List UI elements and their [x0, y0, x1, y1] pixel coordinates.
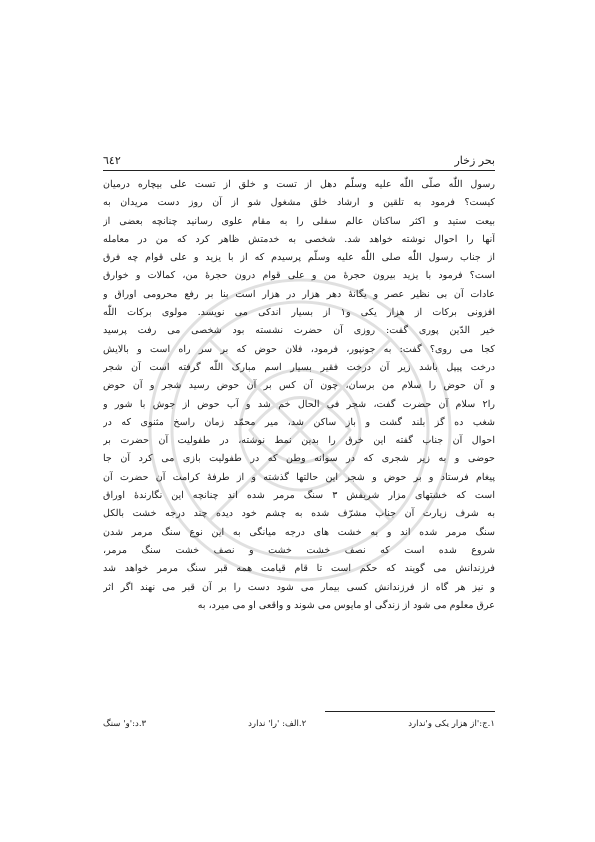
- body-line: عرق معلوم می شود از زندگی او مایوس می شوند و واقعی او می میرد، به: [197, 599, 495, 611]
- footnote-item: ۲.الف: 'را' ندارد: [248, 719, 307, 729]
- footnote-item: ۳.د:'و' سنگ: [103, 719, 147, 729]
- body-line: آنها را احوال نوشته خواهد شد. شخصی به خدمتش ظاهر کرد که من در معامله: [103, 233, 495, 245]
- body-line: افزونی برکات از هزار یکی و۱ از بسیار اندکی می نویسد. مولوی برکات اللّٰه: [103, 307, 495, 319]
- body-line: شغب ده گز بلند گشت و باز ساکن شد، میر محمّد زمان راسخ مثنوی که در: [103, 416, 495, 428]
- body-line: سنگ مرمر شده اند و به خشت های درجه میانگی به این نوع سنگ مرمر شدن: [103, 526, 495, 538]
- page-header: [103, 149, 495, 167]
- body-line: به شرف زیارت آن جناب مشرّف شده به چشم خود دیده چند درجه خشت بالکل: [103, 508, 495, 520]
- footnote-rule: [325, 711, 495, 712]
- body-line: رسول اللّٰه صلّی اللّٰه علیه وسلّم دهل از تست و خلق از تست علی بیچاره درمیان: [103, 179, 495, 190]
- body-line: را۲ سلام آن حضرت گفت، شجر فی الحال خم شد و آب حوض از جوش با شور و: [103, 398, 495, 410]
- page-number: ٦٤٢: [103, 154, 121, 167]
- body-line: پیغام فرستاد و بر حوض و شجر این حالتها گذشته و از طرفهٔ کرامت آن حضرت آن: [103, 471, 495, 483]
- running-title: بحر زخار: [454, 154, 495, 167]
- body-line: شروع شده است که نصف خشت خشت و نصف خشت سنگ مرمر،: [103, 544, 495, 556]
- body-line: از جناب رسول اللّٰه صلی اللّٰه علیه وسلّم پرسیدم که از با یزید و علی قوام چه فرق: [103, 252, 495, 264]
- body-line: و آن حوض را سلام من برسان، چون آن کس بر آن حوض رسید شجر و آن حوض: [103, 380, 495, 392]
- body-text: [103, 176, 495, 615]
- body-line: خیر الدّین پوری گفت: روزی آن حضرت نشسته بود شخصی می رفت پرسید: [103, 325, 495, 337]
- body-line: است؟ فرمود با یزید بیرون حجرهٔ من و علی قوام درون حجرهٔ من، کمالات و خوارق: [103, 270, 495, 282]
- body-line: درخت پیپل باشد زیر آن درخت فقیر بسیار اسم مبارک اللّٰه گرفته است آن شجر: [103, 361, 495, 373]
- body-line: است که خشتهای مزار شریفش ۳ سنگ مرمر شده اند چنانچه این نگارندهٔ اوراق: [103, 490, 495, 502]
- footnotes: [103, 716, 495, 732]
- body-line: و نیز هر گاه از فرزندانش کسی بیمار می شود دست را بر آن قبر می نهند اگر اثر: [103, 581, 495, 593]
- header-rule: [103, 170, 495, 171]
- body-line: کجا می روی؟ گفت: به جونپور، فرمود، فلان حوض که بر سر راه است و بالایش: [103, 343, 495, 355]
- body-line: بیعت ستید و اکثر ساکنان عالم سفلی را به مقام علوی رسانید چنانچه بعضی از: [103, 215, 495, 227]
- body-line: عادات آن بی نظیر عصر و یگانهٔ دهر هزار در هزار است بنا بر رفع محرومی اوراق و: [103, 288, 495, 300]
- body-line: احوال آن جناب گفته این خرق را بدین نمط نوشته، در طفولیت آن حضرت بر: [103, 435, 495, 447]
- body-line: فرزندانش می گویند که حکم است تا قام قیامت همه قبر سنگ مرمر خواهد شد: [103, 563, 495, 575]
- body-line: کیست؟ فرمود به تلقین و ارشاد خلق مشغول شو از آن روز دست مریدان به: [103, 197, 495, 209]
- footnote-item: ۱.ج:'از هزار یکی و'ندارد: [408, 719, 495, 729]
- body-line: حوضی و به زیر شجری که در سوانه وطن که در طفولیت بازی می کرد آن جا: [103, 453, 495, 465]
